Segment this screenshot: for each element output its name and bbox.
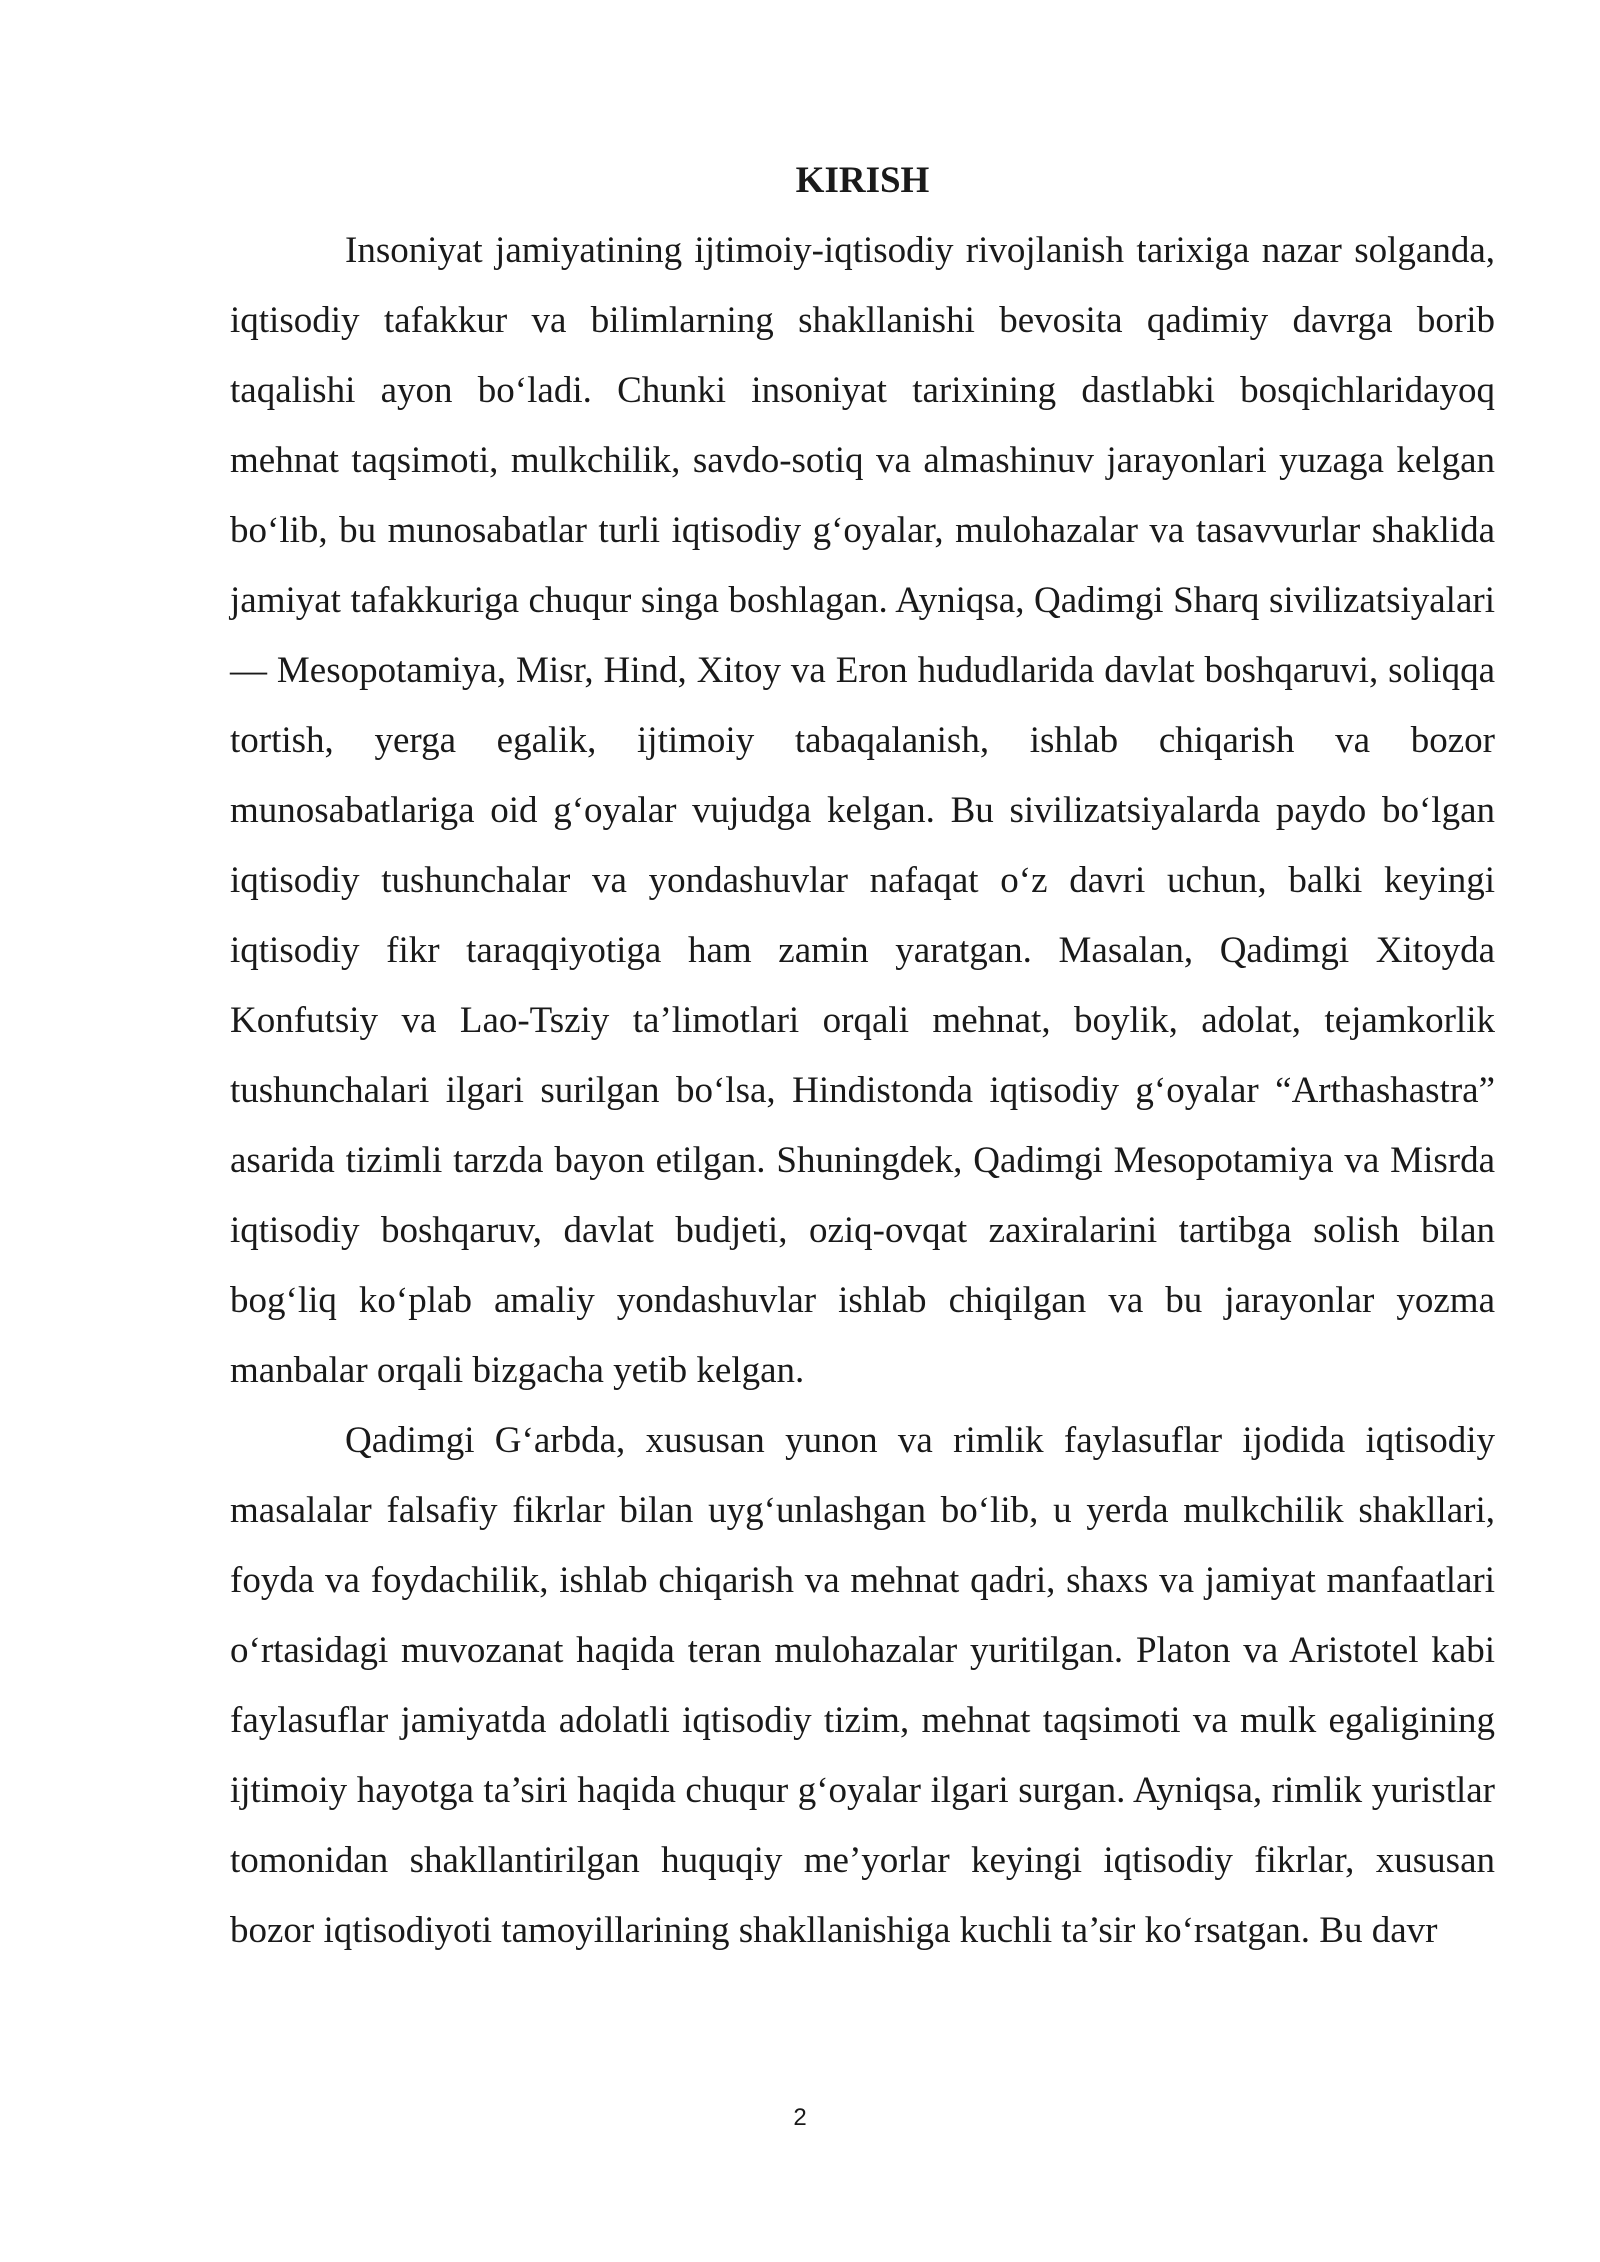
page-number: 2 bbox=[793, 2104, 807, 2131]
paragraph-1: Insoniyat jamiyatining ijtimoiy-iqtisodiy rivojlanish tarixiga nazar solganda, iqtisodiy tafakkur va bilimlarning shakllanishi bevosita qadimiy davrga borib taqalishi ayon bo‘ladi. Chunki insoniyat tarixining dastlabki bosqichlaridayoq mehnat taqsimoti, mulkchilik, savdo-sotiq va almashinuv jarayonlari yuzaga kelgan bo‘lib, bu munosabatlar turli iqtisodiy g‘oyalar, mulohazalar va tasavvurlar shaklida jamiyat tafakkuriga chuqur singa boshlagan. Ayniqsa, Qadimgi Sharq sivilizatsiyalari — Mesopotamiya, Misr, Hind, Xitoy va Eron hududlarida davlat boshqaruvi, soliqqa tortish, yerga egalik, ijtimoiy tabaqalanish, ishlab chiqarish va bozor munosabatlariga oid g‘oyalar vujudga kelgan. Bu sivilizatsiyalarda paydo bo‘lgan iqtisodiy tushunchalar va yondashuvlar nafaqat o‘z davri uchun, balki keyingi iqtisodiy fikr taraqqiyotiga ham zamin yaratgan. Masalan, Qadimgi Xitoyda Konfutsiy va Lao-Tsziy ta’limotlari orqali mehnat, boylik, adolat, tejamkorlik tushunchalari ilgari surilgan bo‘lsa, Hindistonda iqtisodiy g‘oyalar “Arthashastra” asarida tizimli tarzda bayon etilgan. Shuningdek, Qadimgi Mesopotamiya va Misrda iqtisodiy boshqaruv, davlat budjeti, oziq-ovqat zaxiralarini tartibga solish bilan bog‘liq ko‘plab amaliy yondashuvlar ishlab chiqilgan va bu jarayonlar yozma manbalar orqali bizgacha yetib kelgan. bbox=[230, 230, 1495, 1391]
page-body bbox=[230, 146, 1495, 1966]
paragraph-2: Qadimgi G‘arbda, xususan yunon va rimlik faylasuflar ijodida iqtisodiy masalalar falsafiy fikrlar bilan uyg‘unlashgan bo‘lib, u yerda mulkchilik shakllari, foyda va foydachilik, ishlab chiqarish va mehnat qadri, shaxs va jamiyat manfaatlari o‘rtasidagi muvozanat haqida teran mulohazalar yuritilgan. Platon va Aristotel kabi faylasuflar jamiyatda adolatli iqtisodiy tizim, mehnat taqsimoti va mulk egaligining ijtimoiy hayotga ta’siri haqida chuqur g‘oyalar ilgari surgan. Ayniqsa, rimlik yuristlar tomonidan shakllantirilgan huquqiy me’yorlar keyingi iqtisodiy fikrlar, xususan bozor iqtisodiyoti tamoyillarining shakllanishiga kuchli ta’sir ko‘rsatgan. Bu davr bbox=[230, 1420, 1495, 1951]
page-title: KIRISH bbox=[795, 160, 930, 201]
